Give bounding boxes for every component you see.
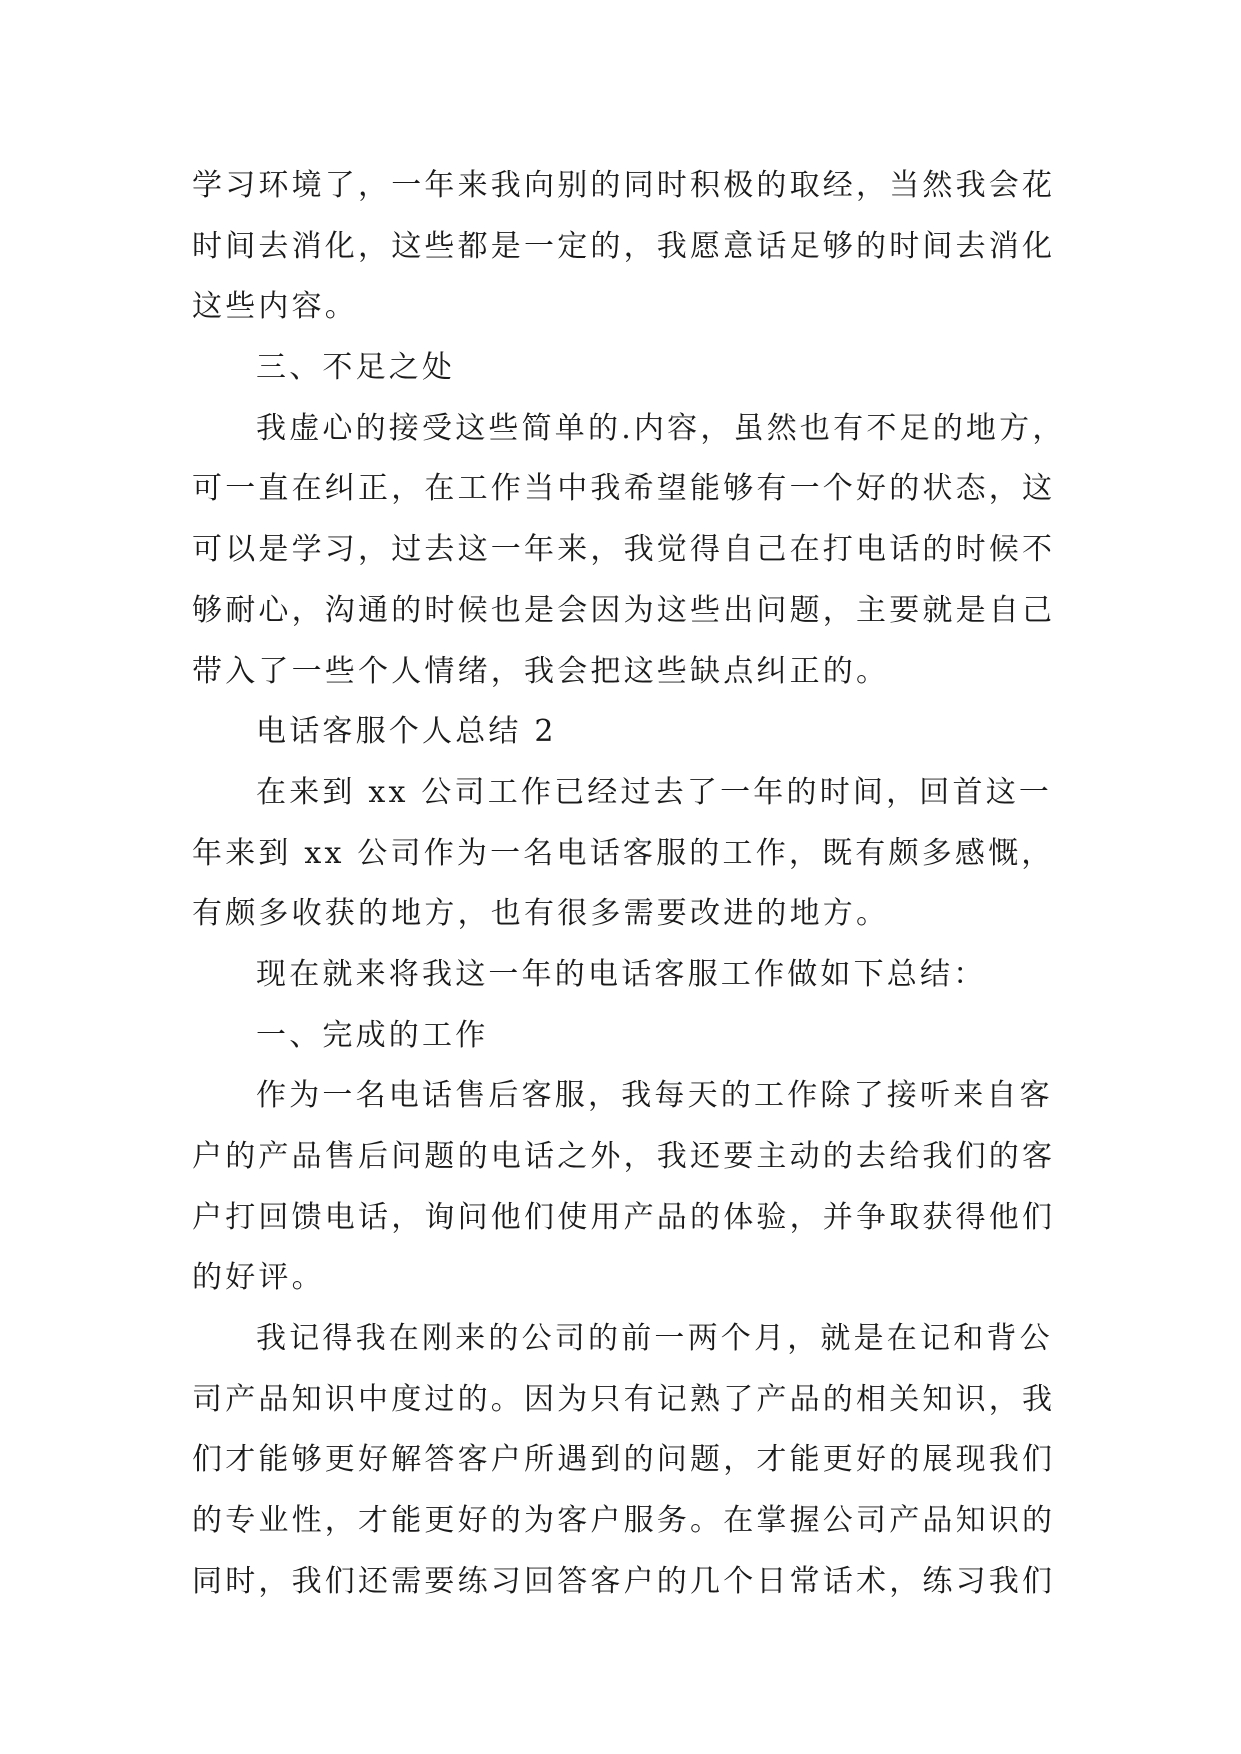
text-line: 可以是学习，过去这一年来，我觉得自己在打电话的时候不	[192, 532, 1056, 568]
text-line: 这些内容。	[192, 289, 358, 325]
text-line: 年来到 xx 公司作为一名电话客服的工作，既有颇多感慨，	[192, 835, 1055, 871]
text-line: 带入了一些个人情绪，我会把这些缺点纠正的。	[192, 653, 890, 689]
document-body	[192, 156, 1072, 1613]
text-line: 户打回馈电话，询问他们使用产品的体验，并争取获得他们	[192, 1199, 1056, 1235]
text-line: 我记得我在刚来的公司的前一两个月，就是在记和背公	[256, 1321, 1053, 1357]
text-line: 户的产品售后问题的电话之外，我还要主动的去给我们的客	[192, 1139, 1056, 1174]
text-line: 够耐心，沟通的时候也是会因为这些出问题，主要就是自己	[192, 592, 1056, 628]
text-line: 一、完成的工作	[256, 1017, 489, 1053]
text-line: 作为一名电话售后客服，我每天的工作除了接听来自客	[256, 1078, 1053, 1114]
text-line: 同时，我们还需要练习回答客户的几个日常话术，练习我们	[192, 1563, 1056, 1599]
text-line: 的专业性，才能更好的为客户服务。在掌握公司产品知识的	[192, 1503, 1056, 1539]
text-line: 我虚心的接受这些简单的.内容，虽然也有不足的地方，	[256, 410, 1066, 446]
text-line: 有颇多收获的地方，也有很多需要改进的地方。	[192, 896, 890, 932]
text-line: 三、不足之处	[256, 350, 456, 386]
text-line: 学习环境了，一年来我向别的同时积极的取经，当然我会花	[192, 168, 1056, 203]
text-line: 在来到 xx 公司工作已经过去了一年的时间，回首这一	[256, 774, 1053, 810]
text-line: 的好评。	[192, 1260, 325, 1296]
text-line: 们才能够更好解答客户所遇到的问题，才能更好的展现我们	[192, 1442, 1056, 1478]
text-line: 可一直在纠正，在工作当中我希望能够有一个好的状态，这	[192, 471, 1056, 507]
text-line: 电话客服个人总结 2	[256, 714, 557, 750]
text-line: 现在就来将我这一年的电话客服工作做如下总结：	[256, 956, 987, 992]
text-line: 时间去消化，这些都是一定的，我愿意话足够的时间去消化	[192, 228, 1056, 264]
text-line: 司产品知识中度过的。因为只有记熟了产品的相关知识，我	[192, 1381, 1056, 1417]
